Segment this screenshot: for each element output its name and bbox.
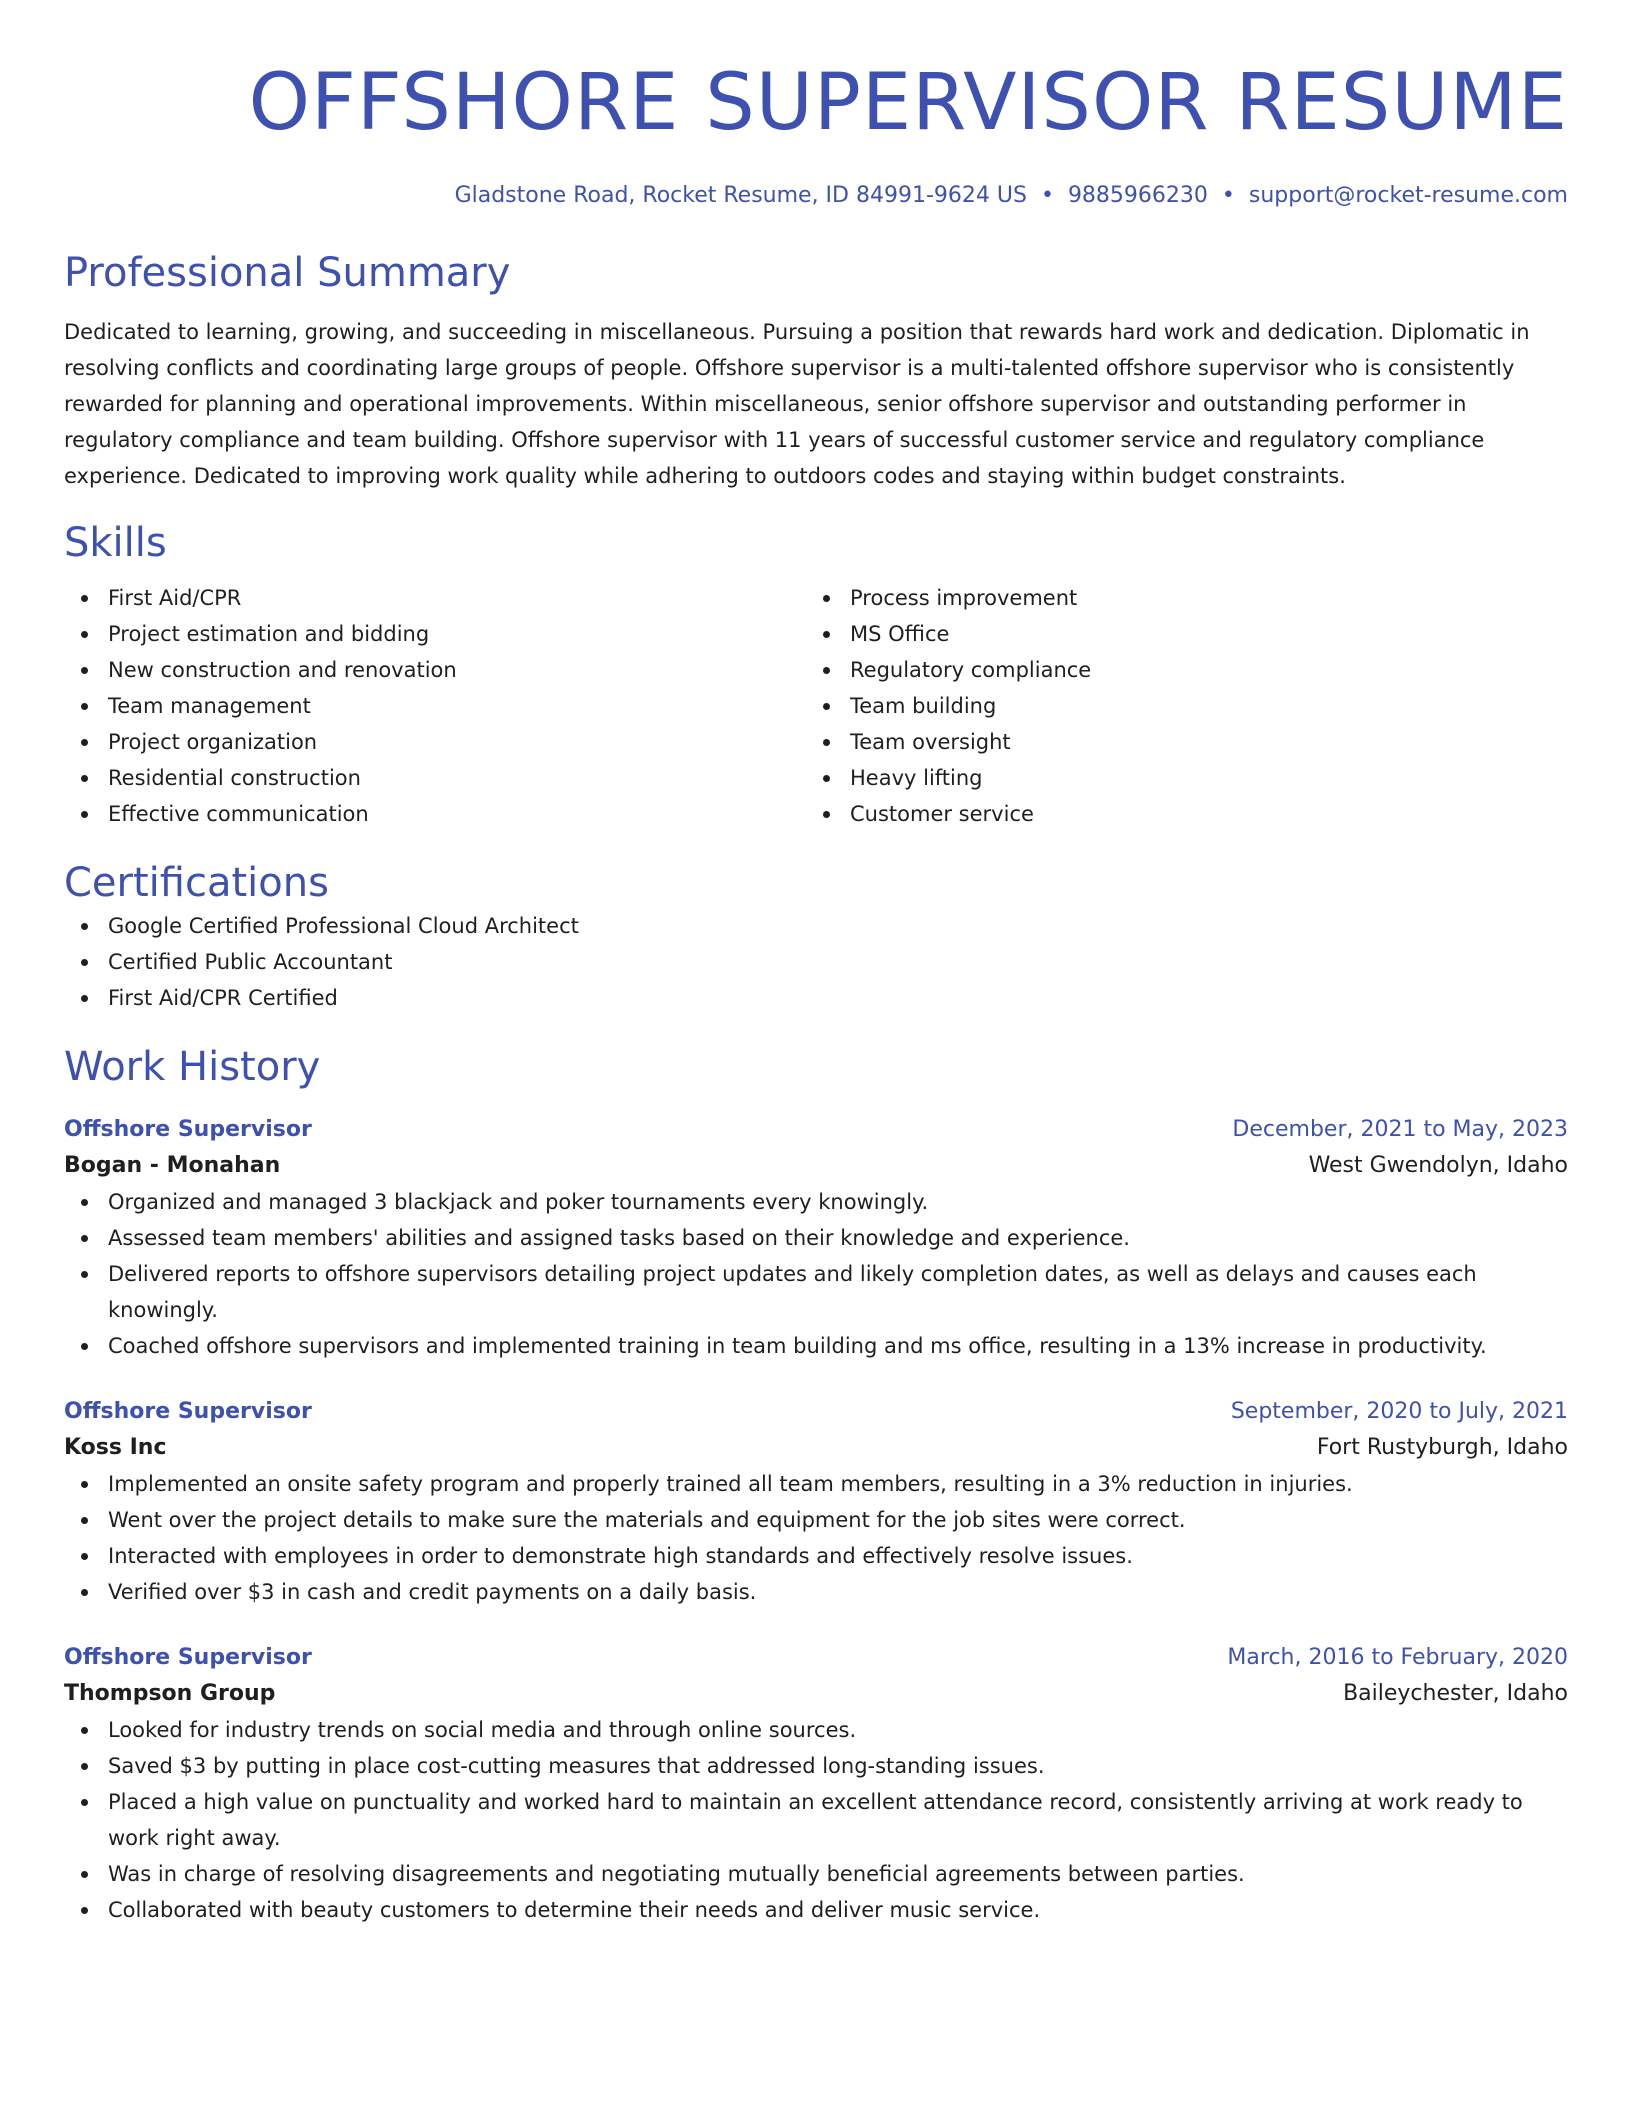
job-dates: March, 2016 to February, 2020 [1227,1645,1568,1670]
job-location: West Gwendolyn, Idaho [1308,1153,1568,1178]
certification-item: Certified Public Accountant [64,944,1568,980]
job-company: Koss Inc [64,1435,167,1460]
skills-column-left [64,580,806,832]
skill-item: Team management [64,688,806,724]
certification-item: First Aid/CPR Certified [64,980,1568,1016]
skills-list-left [64,580,806,832]
skill-item: Effective communication [64,796,806,832]
job-entry [64,1112,1568,1364]
skills-list-right [806,580,1548,832]
skill-item: Team building [806,688,1548,724]
job-company: Bogan - Monahan [64,1153,281,1178]
skill-item: MS Office [806,616,1548,652]
skill-item: Regulatory compliance [806,652,1548,688]
contact-phone: 9885966230 [1067,183,1208,208]
skill-item: New construction and renovation [64,652,806,688]
skill-item: Team oversight [806,724,1548,760]
job-bullet: Assessed team members' abilities and assigned tasks based on their knowledge and experience. [64,1220,1568,1256]
job-bullets [64,1184,1568,1364]
job-dates: December, 2021 to May, 2023 [1232,1117,1568,1142]
job-title-row [64,1112,1568,1148]
job-bullet: Saved $3 by putting in place cost-cutting measures that addressed long-standing issues. [64,1748,1568,1784]
contact-line [64,182,1568,210]
work-history-heading: Work History [64,1044,321,1090]
job-bullets [64,1712,1568,1928]
job-bullet: Delivered reports to offshore supervisors detailing project updates and likely completion dates, as well as delays and causes each knowingly. [64,1256,1568,1328]
job-bullet: Went over the project details to make sure the materials and equipment for the job sites were correct. [64,1502,1568,1538]
skills-grid [64,580,1568,832]
skill-item: Project organization [64,724,806,760]
contact-separator: • [1221,183,1235,208]
summary-text: Dedicated to learning, growing, and succeeding in miscellaneous. Pursuing a position that rewards hard work and dedication. Diplomatic in resolving conflicts and coordinating large groups of people. Offshore supervisor is a multi-talented offshore supervisor who is consistently rewarded for planning and operational improvements. Within miscellaneous, senior offshore supervisor and outstanding performer in regulatory compliance and team building. Offshore supervisor with 11 years of successful customer service and regulatory compliance experience. Dedicated to improving work quality while adhering to outdoors codes and staying within budget constraints. [64,320,1530,488]
contact-address: Gladstone Road, Rocket Resume, ID 84991-9624 US [454,183,1027,208]
job-bullet: Placed a high value on punctuality and worked hard to maintain an excellent attendance record, consistently arriving at work ready to work right away. [64,1784,1568,1856]
job-company-row [64,1676,1568,1712]
job-bullet: Coached offshore supervisors and implemented training in team building and ms office, resulting in a 13% increase in productivity. [64,1328,1568,1364]
job-location: Fort Rustyburgh, Idaho [1316,1435,1568,1460]
resume-title: OFFSHORE SUPERVISOR RESUME [248,58,1568,148]
skill-item: First Aid/CPR [64,580,806,616]
job-company-row [64,1148,1568,1184]
job-title-row [64,1394,1568,1430]
job-title-row [64,1640,1568,1676]
job-title: Offshore Supervisor [64,1117,312,1142]
job-entry [64,1394,1568,1610]
job-location: Baileychester, Idaho [1343,1681,1568,1706]
skill-item: Customer service [806,796,1548,832]
job-dates: September, 2020 to July, 2021 [1230,1399,1568,1424]
job-title: Offshore Supervisor [64,1645,312,1670]
job-title: Offshore Supervisor [64,1399,312,1424]
skills-heading: Skills [64,520,167,566]
certifications-list [64,908,1568,1016]
job-bullet: Verified over $3 in cash and credit payments on a daily basis. [64,1574,1568,1610]
job-bullet: Organized and managed 3 blackjack and poker tournaments every knowingly. [64,1184,1568,1220]
summary-heading: Professional Summary [64,250,511,296]
resume-page [64,0,1568,1928]
skill-item: Project estimation and bidding [64,616,806,652]
skill-item: Process improvement [806,580,1548,616]
skill-item: Residential construction [64,760,806,796]
job-entry [64,1640,1568,1928]
skill-item: Heavy lifting [806,760,1548,796]
job-bullet: Interacted with employees in order to demonstrate high standards and effectively resolve issues. [64,1538,1568,1574]
job-company: Thompson Group [64,1681,276,1706]
certification-item: Google Certified Professional Cloud Architect [64,908,1568,944]
job-bullet: Implemented an onsite safety program and properly trained all team members, resulting in a 3% reduction in injuries. [64,1466,1568,1502]
certifications-heading: Certifications [64,860,329,906]
skills-column-right [806,580,1548,832]
job-bullet: Looked for industry trends on social media and through online sources. [64,1712,1568,1748]
job-bullet: Was in charge of resolving disagreements and negotiating mutually beneficial agreements between parties. [64,1856,1568,1892]
job-bullets [64,1466,1568,1610]
job-company-row [64,1430,1568,1466]
job-bullet: Collaborated with beauty customers to determine their needs and deliver music service. [64,1892,1568,1928]
contact-email[interactable]: support@rocket-resume.com [1248,183,1568,208]
contact-separator: • [1040,183,1054,208]
